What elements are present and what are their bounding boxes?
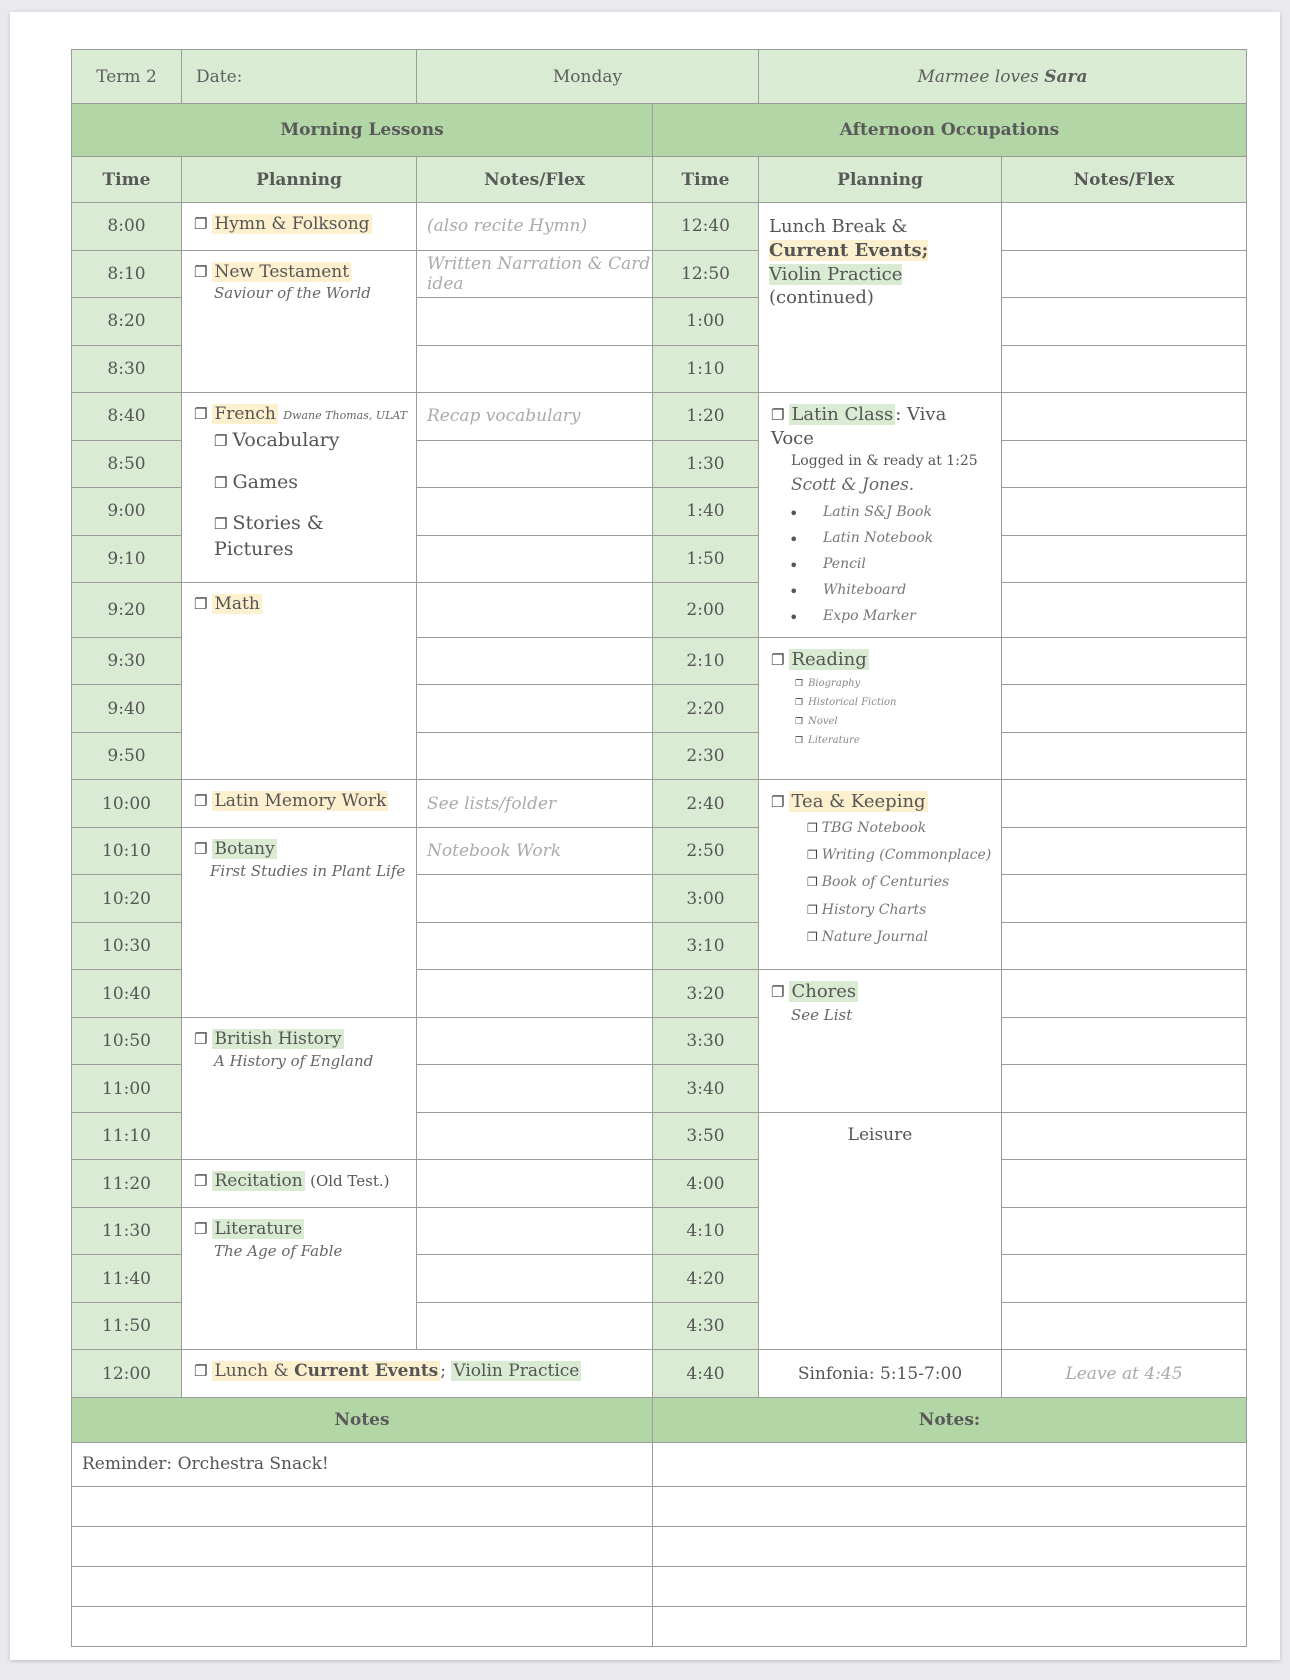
- time-cell: 9:00: [72, 488, 182, 536]
- time-cell: 9:30: [72, 637, 182, 685]
- date-field[interactable]: Date:: [182, 50, 417, 104]
- notes-flex-cell[interactable]: [417, 488, 653, 536]
- notes-flex-cell[interactable]: [417, 685, 653, 733]
- checkbox-icon[interactable]: ❐: [194, 839, 208, 858]
- term-cell: Term 2: [72, 50, 182, 104]
- time-cell: 3:30: [653, 1017, 759, 1065]
- notes-flex-cell[interactable]: [1002, 1065, 1247, 1113]
- col-notes-flex: Notes/Flex: [1002, 157, 1247, 203]
- notes-line[interactable]: [653, 1486, 1247, 1526]
- time-cell: 8:20: [72, 298, 182, 346]
- notes-flex-cell[interactable]: [417, 875, 653, 923]
- time-cell: 3:40: [653, 1065, 759, 1113]
- col-planning: Planning: [182, 157, 417, 203]
- time-cell: 1:10: [653, 345, 759, 393]
- time-cell: 8:00: [72, 203, 182, 251]
- time-cell: 4:30: [653, 1302, 759, 1350]
- notes-flex-cell[interactable]: [417, 732, 653, 780]
- notes-flex-cell[interactable]: [1002, 1112, 1247, 1160]
- notes-flex-cell[interactable]: [1002, 535, 1247, 583]
- morning-lessons-header: Morning Lessons: [72, 104, 653, 157]
- notes-flex-cell[interactable]: [417, 535, 653, 583]
- checkbox-icon[interactable]: ❐: [194, 1172, 208, 1191]
- latin-supplies-list: [823, 503, 993, 625]
- notes-flex-cell[interactable]: [1002, 440, 1247, 488]
- leave-note[interactable]: Leave at 4:45: [1002, 1350, 1247, 1398]
- notes-flex-cell[interactable]: [1002, 1160, 1247, 1208]
- french-note[interactable]: Recap vocabulary: [417, 393, 653, 441]
- notes-flex-cell[interactable]: [1002, 780, 1247, 828]
- notes-flex-cell[interactable]: [1002, 875, 1247, 923]
- notes-line-reminder[interactable]: Reminder: Orchestra Snack!: [72, 1442, 653, 1486]
- notes-flex-cell[interactable]: [1002, 203, 1247, 251]
- notes-flex-cell[interactable]: [1002, 298, 1247, 346]
- latin-class-block[interactable]: ❐ Latin Class : Viva Voce Logged in & ready at 1:25 Scott & Jones. • Latin S&J Book • Latin Notebook • Pencil • Whiteboard • Expo Marker: [759, 393, 1002, 638]
- list-item[interactable]: ❐ Book of Centuries: [807, 874, 950, 891]
- notes-flex-cell[interactable]: [417, 1017, 653, 1065]
- latin-memory-lesson[interactable]: ❐ Latin Memory Work: [182, 780, 417, 828]
- day-title: Monday: [417, 50, 759, 104]
- checkbox-icon[interactable]: ❐: [771, 406, 785, 424]
- literature-lesson[interactable]: ❐ Literature The Age of Fable: [182, 1207, 417, 1350]
- time-cell: 1:50: [653, 535, 759, 583]
- notes-line[interactable]: [653, 1566, 1247, 1606]
- list-item: • Pencil: [823, 555, 993, 574]
- time-cell: 11:10: [72, 1112, 182, 1160]
- notes-line[interactable]: [72, 1606, 653, 1646]
- time-cell: 12:50: [653, 250, 759, 298]
- time-cell: 8:40: [72, 393, 182, 441]
- checkbox-icon[interactable]: ❐: [194, 1219, 208, 1238]
- checkbox-icon[interactable]: ❐: [795, 717, 804, 728]
- list-item[interactable]: ❐ TBG Notebook: [807, 819, 927, 836]
- recitation-lesson[interactable]: ❐ Recitation (Old Test.): [182, 1160, 417, 1208]
- list-item: • Latin Notebook: [823, 529, 993, 548]
- dedication: Marmee loves Sara: [759, 50, 1247, 104]
- time-cell: 4:20: [653, 1255, 759, 1303]
- checkbox-icon[interactable]: ❐: [194, 405, 208, 423]
- checkbox-icon[interactable]: ❐: [194, 262, 208, 281]
- notes-flex-cell[interactable]: [1002, 345, 1247, 393]
- time-cell: 10:00: [72, 780, 182, 828]
- checkbox-icon[interactable]: ❐: [194, 215, 208, 233]
- botany-lesson[interactable]: ❐ Botany First Studies in Plant Life: [182, 827, 417, 1017]
- notes-flex-cell[interactable]: [1002, 250, 1247, 298]
- french-lesson[interactable]: ❐ French Dwane Thomas, ULAT ❐ Vocabulary ❐ Games ❐ Stories & Pictures: [182, 393, 417, 583]
- nt-note[interactable]: Written Narration & Card idea: [417, 250, 653, 298]
- time-cell: 11:30: [72, 1207, 182, 1255]
- reading-list: [795, 674, 993, 750]
- checkbox-icon[interactable]: ❐: [194, 1362, 208, 1381]
- list-item[interactable]: ❐ Historical Fiction: [795, 697, 897, 709]
- checkbox-icon[interactable]: ❐: [771, 650, 785, 669]
- notes-line[interactable]: [653, 1442, 1247, 1486]
- notes-flex-cell[interactable]: [417, 637, 653, 685]
- time-cell: 10:20: [72, 875, 182, 923]
- checkbox-icon[interactable]: ❐: [795, 698, 804, 709]
- checkbox-icon[interactable]: ❐: [214, 515, 228, 534]
- notes-flex-cell[interactable]: [1002, 922, 1247, 970]
- tea-keeping-list: [807, 815, 993, 951]
- time-cell: 2:40: [653, 780, 759, 828]
- tea-keeping-block[interactable]: ❐ Tea & Keeping ❐ TBG Notebook ❐ Writing (Commonplace) ❐ Book of Centuries ❐ History Charts ❐ Nature Journal: [759, 780, 1002, 970]
- time-cell: 2:00: [653, 583, 759, 638]
- col-notes-flex: Notes/Flex: [417, 157, 653, 203]
- checkbox-icon[interactable]: ❐: [807, 929, 818, 944]
- checkbox-icon[interactable]: ❐: [807, 847, 818, 862]
- british-history-lesson[interactable]: ❐ British History A History of England: [182, 1017, 417, 1160]
- checkbox-icon[interactable]: ❐: [807, 902, 818, 917]
- notes-line[interactable]: [72, 1566, 653, 1606]
- col-time: Time: [653, 157, 759, 203]
- time-cell: 4:00: [653, 1160, 759, 1208]
- notes-flex-cell[interactable]: [1002, 488, 1247, 536]
- notes-flex-cell[interactable]: [1002, 685, 1247, 733]
- notes-flex-cell[interactable]: [1002, 1017, 1247, 1065]
- checkbox-icon[interactable]: ❐: [194, 595, 208, 613]
- notes-flex-cell[interactable]: [417, 440, 653, 488]
- checkbox-icon[interactable]: ❐: [807, 820, 818, 835]
- checkbox-icon[interactable]: ❐: [194, 1029, 208, 1048]
- list-item[interactable]: ❐ Literature: [795, 735, 860, 747]
- time-cell: 11:00: [72, 1065, 182, 1113]
- notes-flex-cell[interactable]: [1002, 583, 1247, 638]
- daily-plan-table: [71, 49, 1247, 1647]
- planner-page: [10, 12, 1280, 1660]
- time-cell: 1:20: [653, 393, 759, 441]
- time-cell: 4:40: [653, 1350, 759, 1398]
- notes-flex-cell[interactable]: [417, 1160, 653, 1208]
- notes-flex-cell[interactable]: [417, 583, 653, 638]
- list-item: • Latin S&J Book: [823, 503, 993, 522]
- notes-flex-cell[interactable]: [417, 1112, 653, 1160]
- math-lesson[interactable]: ❐ Math: [182, 583, 417, 780]
- botany-note[interactable]: Notebook Work: [417, 827, 653, 875]
- afternoon-occupations-header: Afternoon Occupations: [653, 104, 1247, 157]
- time-cell: 11:50: [72, 1302, 182, 1350]
- notes-header-left: Notes: [72, 1397, 653, 1442]
- time-cell: 4:10: [653, 1207, 759, 1255]
- notes-flex-cell[interactable]: [417, 922, 653, 970]
- reading-block[interactable]: ❐ Reading ❐ Biography ❐ Historical Fiction ❐ Novel ❐ Literature: [759, 637, 1002, 780]
- time-cell: 2:20: [653, 685, 759, 733]
- col-planning: Planning: [759, 157, 1002, 203]
- checkbox-icon[interactable]: ❐: [807, 875, 818, 890]
- checkbox-icon[interactable]: ❐: [795, 679, 804, 690]
- hymn-note[interactable]: (also recite Hymn): [417, 203, 653, 251]
- list-item[interactable]: ❐ Novel: [795, 716, 838, 728]
- time-cell: 9:20: [72, 583, 182, 638]
- time-cell: 3:50: [653, 1112, 759, 1160]
- list-item[interactable]: ❐ Writing (Commonplace): [807, 846, 992, 863]
- leisure-block: Leisure: [759, 1112, 1002, 1350]
- notes-flex-cell[interactable]: [1002, 970, 1247, 1018]
- notes-flex-cell[interactable]: [417, 970, 653, 1018]
- notes-line[interactable]: [653, 1606, 1247, 1646]
- time-cell: 12:00: [72, 1350, 182, 1398]
- checkbox-icon[interactable]: ❐: [214, 431, 228, 450]
- list-item[interactable]: ❐ Biography: [795, 678, 861, 690]
- time-cell: 10:50: [72, 1017, 182, 1065]
- time-cell: 9:50: [72, 732, 182, 780]
- checkbox-icon[interactable]: ❐: [771, 793, 785, 812]
- time-cell: 11:20: [72, 1160, 182, 1208]
- time-cell: 9:10: [72, 535, 182, 583]
- checkbox-icon[interactable]: ❐: [771, 983, 785, 1002]
- time-cell: 11:40: [72, 1255, 182, 1303]
- time-cell: 1:00: [653, 298, 759, 346]
- list-item: • Expo Marker: [823, 607, 993, 626]
- notes-flex-cell[interactable]: [1002, 1207, 1247, 1255]
- time-cell: 10:10: [72, 827, 182, 875]
- new-testament-lesson[interactable]: ❐ New Testament Saviour of the World: [182, 250, 417, 393]
- time-cell: 8:30: [72, 345, 182, 393]
- time-cell: 1:40: [653, 488, 759, 536]
- checkbox-icon[interactable]: ❐: [214, 473, 228, 492]
- latin-memory-note[interactable]: See lists/folder: [417, 780, 653, 828]
- col-time: Time: [72, 157, 182, 203]
- notes-flex-cell[interactable]: [1002, 637, 1247, 685]
- notes-flex-cell[interactable]: [417, 1207, 653, 1255]
- time-cell: 2:50: [653, 827, 759, 875]
- chores-block[interactable]: ❐ Chores See List: [759, 970, 1002, 1113]
- time-cell: 2:10: [653, 637, 759, 685]
- notes-flex-cell[interactable]: [1002, 393, 1247, 441]
- time-cell: 3:00: [653, 875, 759, 923]
- time-cell: 3:20: [653, 970, 759, 1018]
- sinfonia-entry: Sinfonia: 5:15-7:00: [759, 1350, 1002, 1398]
- lunch-break-block: Lunch Break & Current Events; Violin Practice (continued): [759, 203, 1002, 393]
- time-cell: 9:40: [72, 685, 182, 733]
- list-item[interactable]: ❐ History Charts: [807, 901, 927, 918]
- time-cell: 10:40: [72, 970, 182, 1018]
- notes-flex-cell[interactable]: [417, 298, 653, 346]
- notes-flex-cell[interactable]: [417, 1065, 653, 1113]
- notes-flex-cell[interactable]: [1002, 1302, 1247, 1350]
- checkbox-icon[interactable]: ❐: [194, 792, 208, 811]
- notes-flex-cell[interactable]: [1002, 1255, 1247, 1303]
- hymn-lesson[interactable]: ❐ Hymn & Folksong: [182, 203, 417, 251]
- list-item: • Whiteboard: [823, 581, 993, 600]
- list-item[interactable]: ❐ Nature Journal: [807, 928, 929, 945]
- checkbox-icon[interactable]: ❐: [795, 736, 804, 747]
- notes-flex-cell[interactable]: [417, 1302, 653, 1350]
- notes-flex-cell[interactable]: [1002, 827, 1247, 875]
- time-cell: 2:30: [653, 732, 759, 780]
- notes-flex-cell[interactable]: [417, 1255, 653, 1303]
- time-cell: 1:30: [653, 440, 759, 488]
- time-cell: 12:40: [653, 203, 759, 251]
- notes-header-right: Notes:: [653, 1397, 1247, 1442]
- time-cell: 8:10: [72, 250, 182, 298]
- notes-flex-cell[interactable]: [417, 345, 653, 393]
- lunch-lesson[interactable]: ❐ Lunch & Current Events ; Violin Practice: [182, 1350, 653, 1398]
- notes-line[interactable]: [72, 1526, 653, 1566]
- notes-line[interactable]: [653, 1526, 1247, 1566]
- time-cell: 8:50: [72, 440, 182, 488]
- notes-flex-cell[interactable]: [1002, 732, 1247, 780]
- time-cell: 3:10: [653, 922, 759, 970]
- time-cell: 10:30: [72, 922, 182, 970]
- notes-line[interactable]: [72, 1486, 653, 1526]
